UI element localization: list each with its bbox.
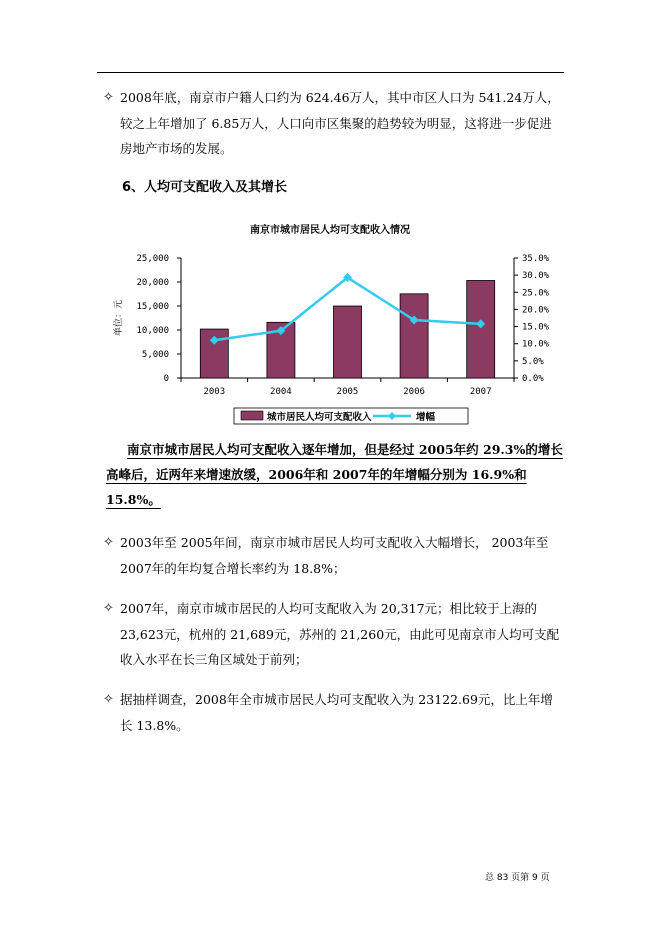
diamond-bullet-icon: ✧ [103, 601, 114, 616]
y2-tick-label: 35.0% [522, 254, 550, 264]
section-heading: 6、人均可支配收入及其增长 [122, 180, 288, 195]
y-tick-label: 20,000 [136, 278, 169, 288]
y2-tick-label: 10.0% [522, 339, 550, 350]
legend-line-label: 增幅 [416, 412, 436, 423]
x-tick-label: 2003 [203, 387, 226, 397]
diamond-bullet-icon: ✧ [103, 90, 114, 105]
x-tick-label: 2005 [336, 387, 359, 397]
y2-tick-label: 0.0% [522, 374, 544, 384]
y-tick-label: 5,000 [141, 350, 169, 360]
bullet-text: 2007年，南京市城市居民的人均可支配收入为 20,317元；相比较于上海的 23,623元，杭州的 21,689元，苏州的 21,260元，由此可见南京市人均可支配收入水平在长三角区域处于前列； [120, 601, 560, 667]
y-tick-label: 10,000 [136, 326, 169, 336]
x-tick-label: 2004 [270, 387, 292, 397]
summary-text: 南京市城市居民人均可支配收入逐年增加，但是经过 2005年约 29.3%的增长高峰后，近两年来增速放缓，2006年和 2007年的年增幅分别为 16.9%和 15.8%。 [106, 442, 563, 507]
diamond-bullet-icon: ✧ [103, 535, 114, 550]
bar-2007 [467, 280, 495, 378]
y2-tick-label: 25.0% [522, 288, 550, 299]
chart-title: 南京市城市居民人均可支配收入情况 [250, 225, 410, 236]
y-tick-label: 0 [163, 374, 169, 384]
bar-2005 [334, 306, 362, 378]
y-tick-label: 25,000 [136, 254, 169, 264]
y2-tick-label: 15.0% [522, 322, 550, 333]
legend-bar-label: 城市居民人均可支配收入 [267, 412, 372, 423]
x-tick-label: 2006 [403, 387, 425, 397]
y-tick-label: 15,000 [136, 302, 169, 312]
intro-text: 2008年底，南京市户籍人口约为 624.46万人，其中市区人口为 541.24万人，较之上年增加了 6.85万人，人口向市区集聚的趋势较为明显，这将进一步促进房地产市场的发展。 [120, 90, 560, 156]
bullet-item-3 [103, 687, 563, 738]
legend-bar-swatch [241, 411, 263, 420]
diamond-bullet-icon: ✧ [103, 692, 114, 707]
bullet-text: 2003年至 2005年间，南京市城市居民人均可支配收入大幅增长， 2003年至 2007年的年均复合增长率约为 18.8%； [120, 535, 549, 576]
bullet-text: 据抽样调查，2008年全市城市居民人均可支配收入为 23122.69元，比上年增长 13.8%。 [120, 692, 553, 733]
bullet-item-1 [103, 530, 563, 581]
y2-tick-label: 20.0% [522, 305, 550, 316]
summary-paragraph [106, 437, 566, 512]
bullet-item-2 [103, 596, 563, 673]
y2-tick-label: 5.0% [522, 356, 544, 367]
y2-tick-label: 30.0% [522, 271, 550, 282]
x-tick-label: 2007 [469, 387, 492, 397]
y-axis-label: 单位：元 [114, 299, 124, 337]
page-footer: 总 83 页第 9 页 [485, 873, 550, 883]
bar-2006 [400, 294, 428, 378]
